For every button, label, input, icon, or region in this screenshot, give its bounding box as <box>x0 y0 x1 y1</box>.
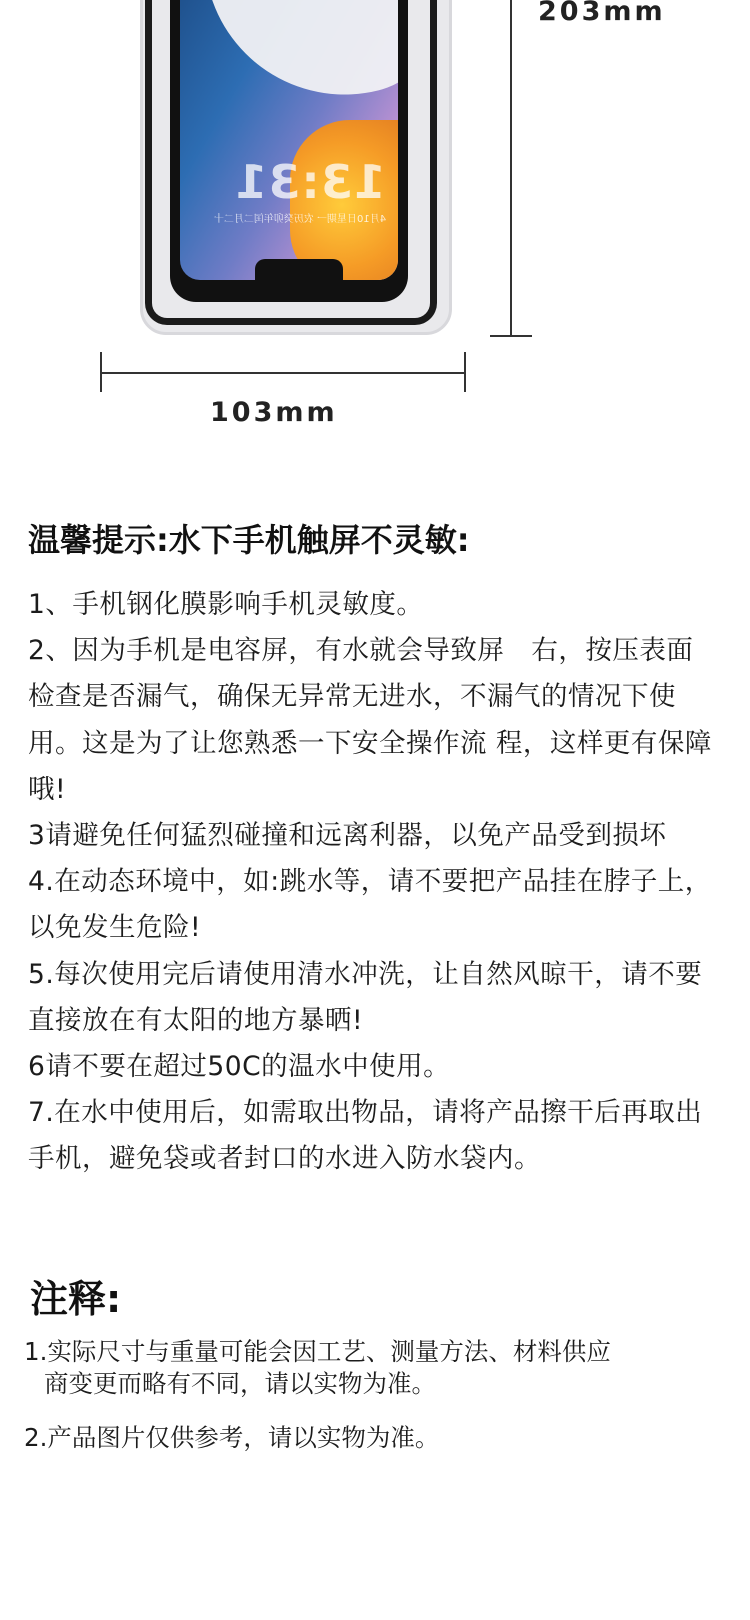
height-dimension-line <box>510 0 512 336</box>
tip-item: 1、手机钢化膜影响手机灵敏度。 <box>28 589 424 620</box>
notes-heading: 注释: <box>30 1277 122 1321</box>
width-label: 103mm <box>210 397 338 428</box>
notes-list <box>24 1336 714 1476</box>
wallpaper-swoosh <box>204 0 398 124</box>
tip-item: 4.在动态环境中，如:跳水等，请不要把产品挂在脖子上，以免发生危险! <box>28 866 712 944</box>
note-item-line: 商变更而略有不同，请以实物为准。 <box>44 1369 436 1398</box>
tips-list <box>28 582 718 1183</box>
phone-notch <box>255 259 343 280</box>
phone-clock: 13:31 <box>234 155 386 209</box>
phone-date: 4月10日星期一 农历癸卯年闰二月二十 <box>213 214 387 225</box>
note-item: 2.产品图片仅供参考，请以实物为准。 <box>24 1423 440 1452</box>
tip-item: 7.在水中使用后，如需取出物品，请将产品擦干后再取出手机，避免袋或者封口的水进入防水袋内。 <box>28 1097 703 1175</box>
width-dimension-cap-right <box>464 352 466 392</box>
phone-image <box>170 0 408 302</box>
phone-screen <box>180 0 398 280</box>
height-dimension-cap <box>490 335 532 337</box>
product-illustration <box>0 0 750 470</box>
width-dimension-line <box>101 372 466 374</box>
tip-item: 2、因为手机是电容屏，有水就会导致屏 右，按压表面检查是否漏气，确保无异常无进水，不漏气的情况下使用。这是为了让您熟悉一下安全操作流 程，这样更有保障哦! <box>28 635 712 805</box>
note-item-line: 1.实际尺寸与重量可能会因工艺、测量方法、材料供应 <box>24 1337 611 1366</box>
tip-item: 5.每次使用完后请使用清水冲洗，让自然风晾干，请不要直接放在有太阳的地方暴晒! <box>28 958 703 1036</box>
tip-item: 3请避免任何猛烈碰撞和远离利器，以免产品受到损坏 <box>28 820 667 852</box>
note-item <box>24 1336 714 1400</box>
tip-item: 6请不要在超过50C的温水中使用。 <box>28 1051 451 1083</box>
height-label: 203mm <box>538 0 666 27</box>
tips-heading: 温馨提示:水下手机触屏不灵敏: <box>28 521 470 559</box>
